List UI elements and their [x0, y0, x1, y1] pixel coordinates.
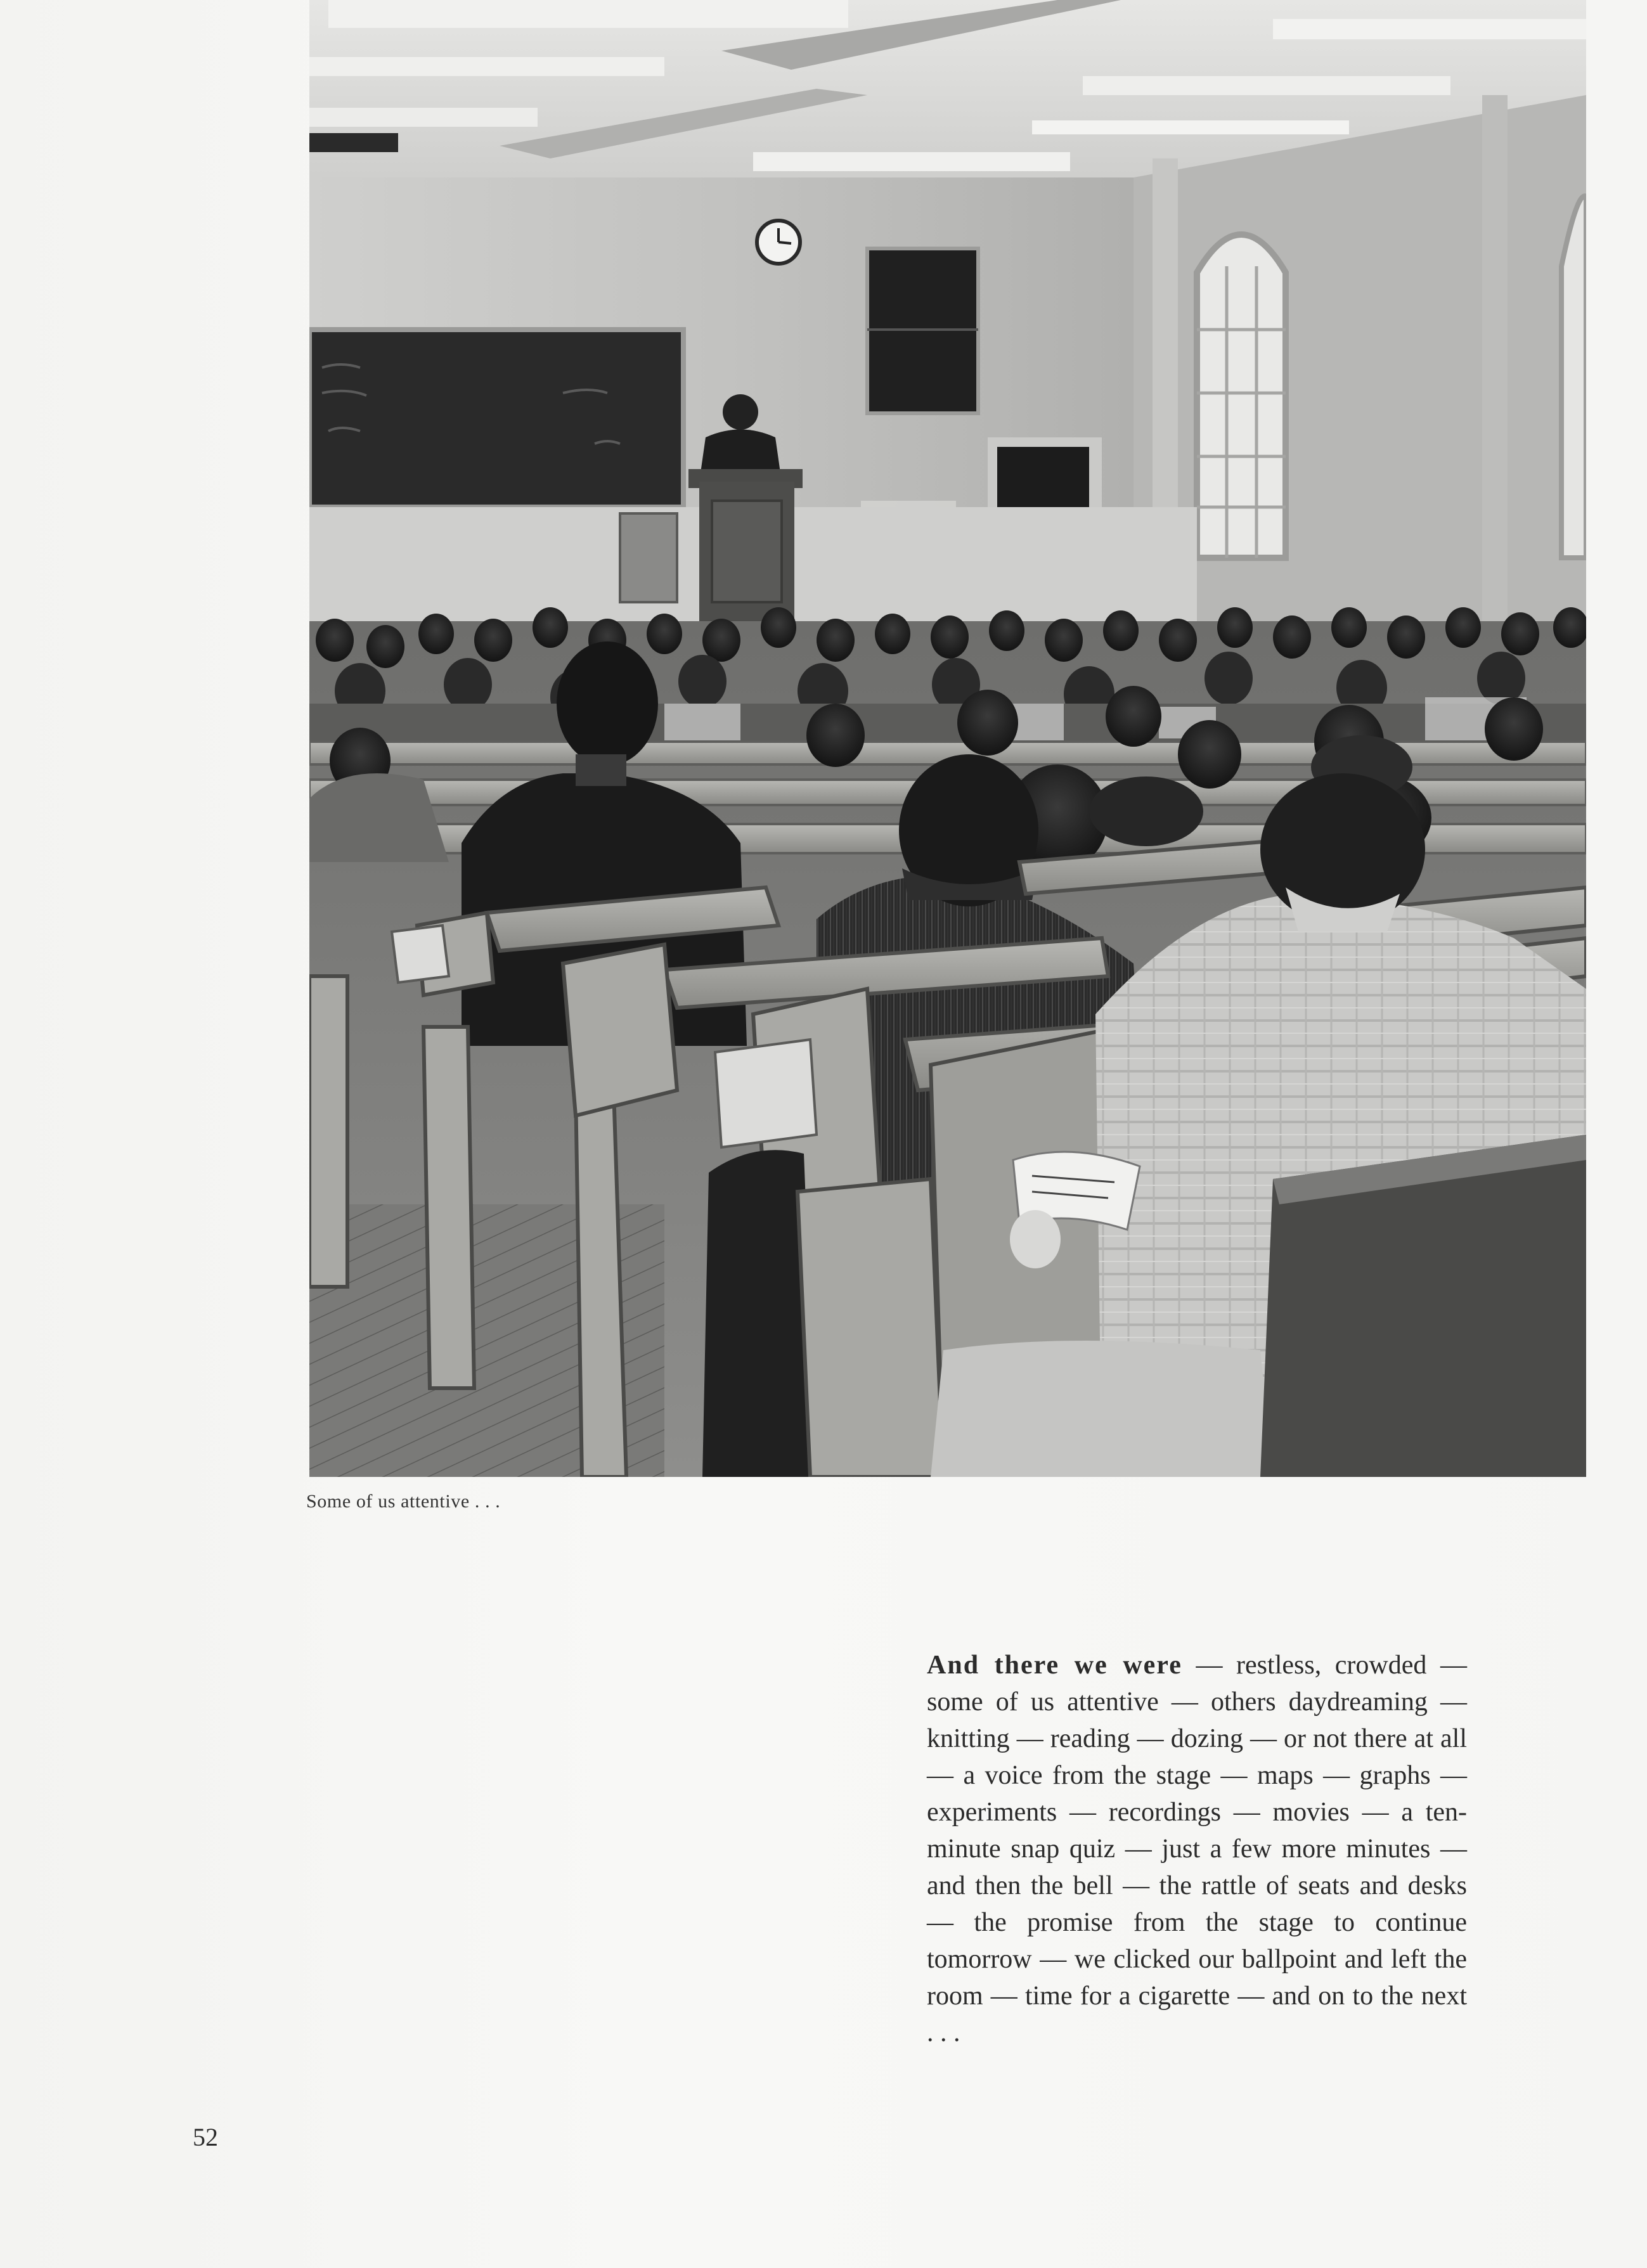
page-number: 52	[193, 2123, 218, 2151]
lecture-hall-photo-icon	[309, 0, 1586, 1477]
body-paragraph	[927, 1647, 1467, 2051]
body-lead-in: And there we were	[927, 1651, 1182, 1680]
photo-caption: Some of us attentive . . .	[306, 1491, 501, 1512]
lecture-hall-photo	[309, 0, 1586, 1477]
body-text: — restless, crowded — some of us attentive — others daydreaming — knitting — reading — dozing — or not there at all — a voice from the stage — maps — graphs — experiments — recordings — movies — a ten-minute snap quiz — just a few more minutes — and then the bell — the rattle of seats and desks — the promise from the stage to continue tomorrow — we clicked our ballpoint and left the room — time for a cigarette — and on to the next . . .	[927, 1651, 1467, 2047]
